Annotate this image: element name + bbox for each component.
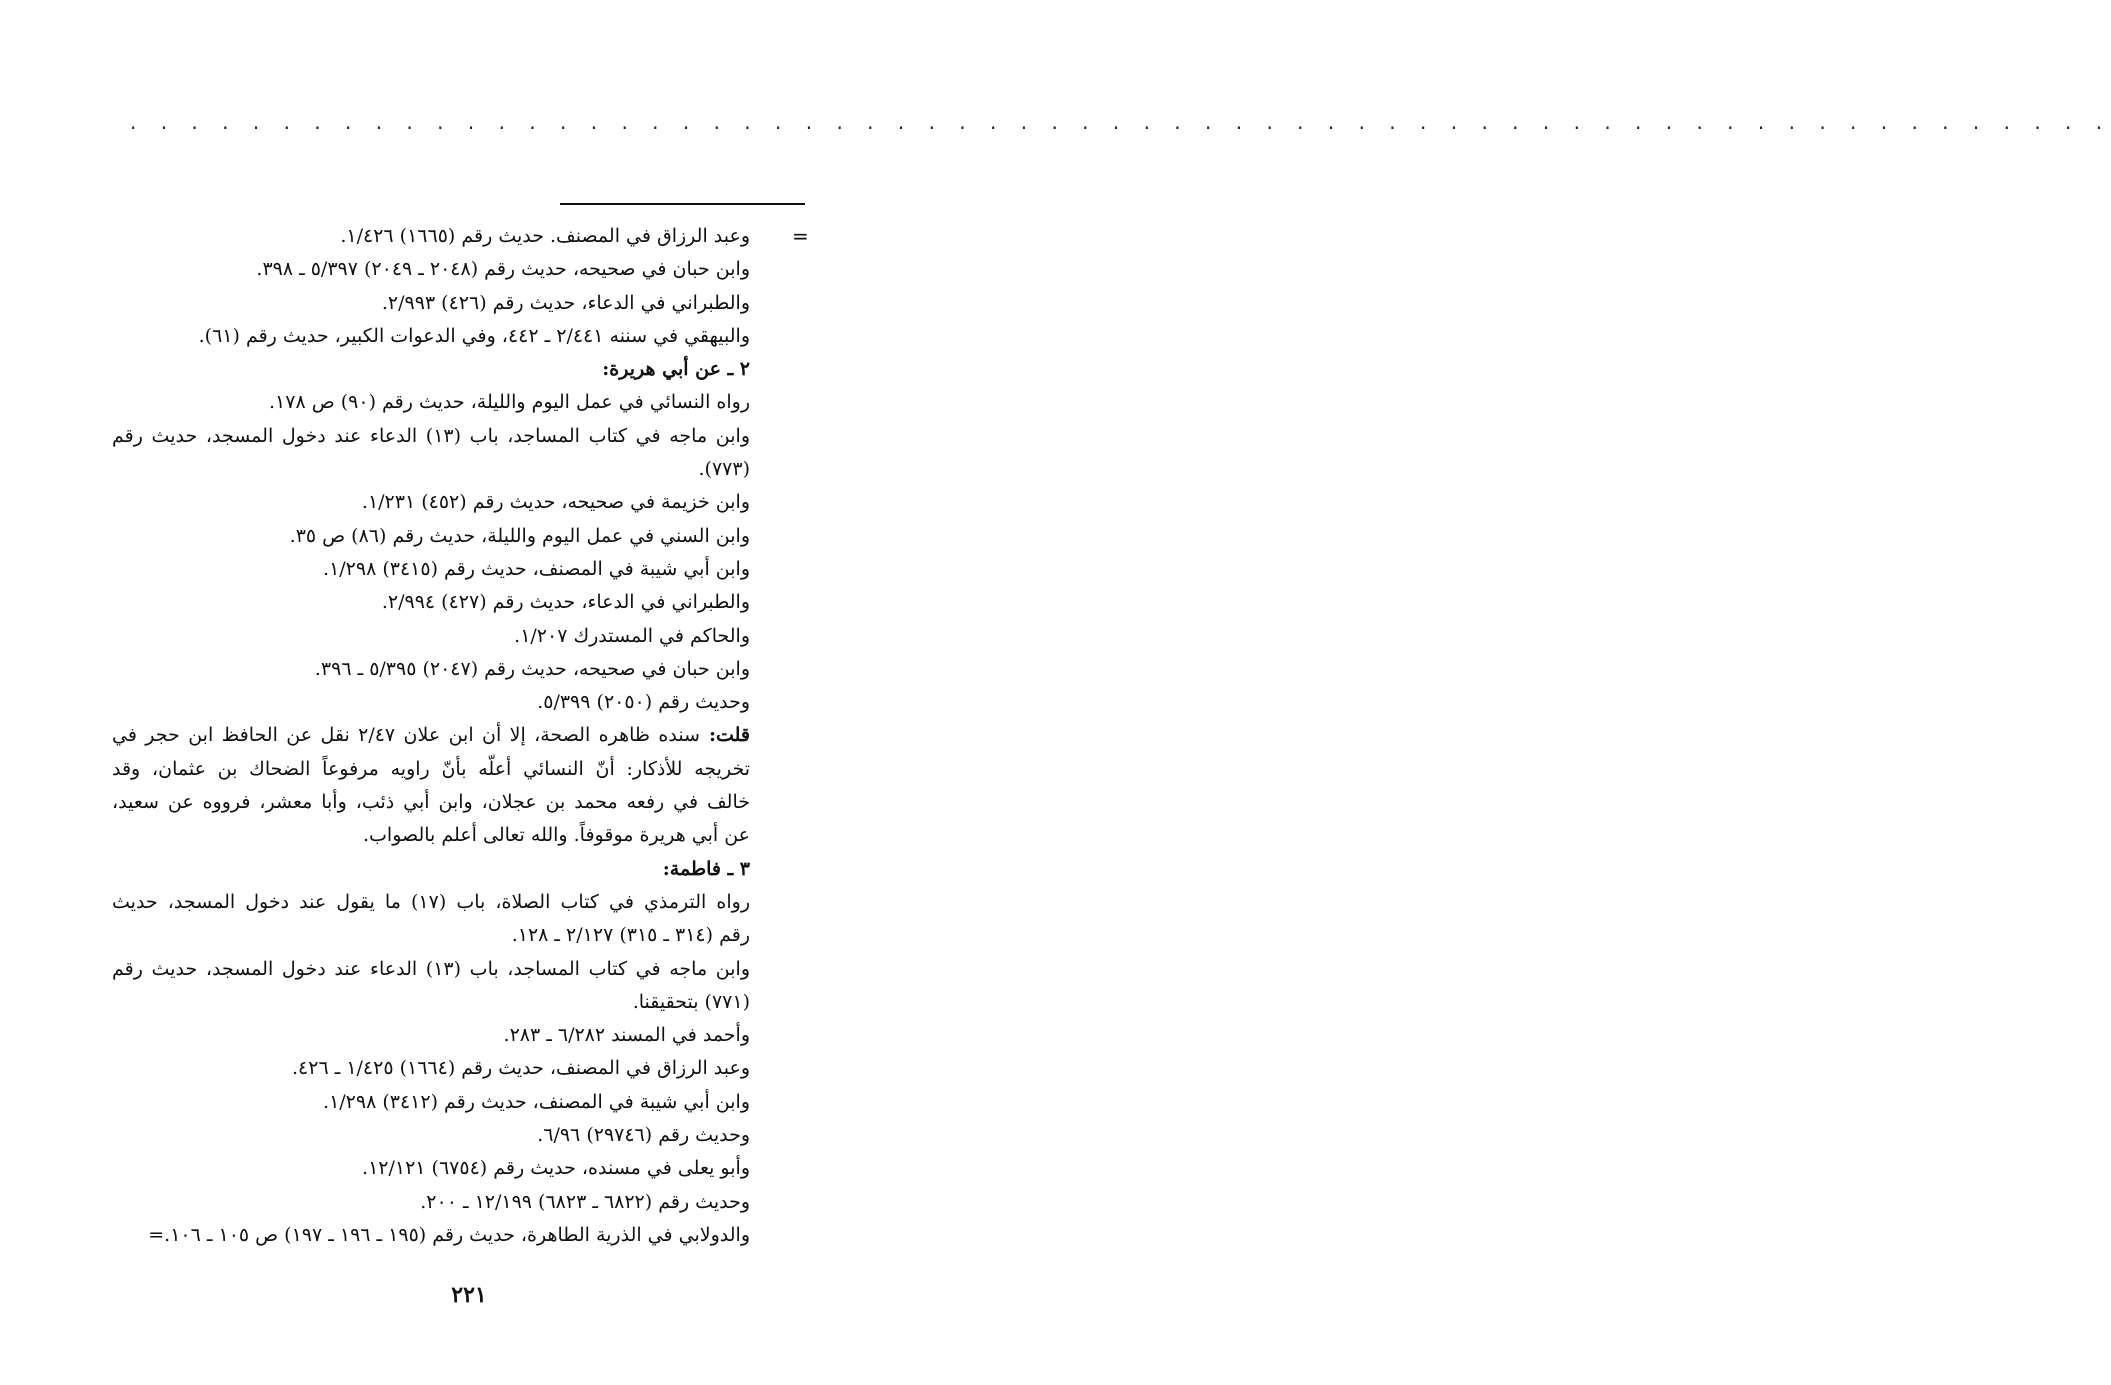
page-number: ٢٢١ <box>451 1282 487 1308</box>
footnote-line: وابن أبي شيبة في المصنف، حديث رقم (٣٤١٥) ١/٢٩٨. <box>323 557 750 580</box>
footnote-line: (٧٧١) بتحقيقنا. <box>632 990 750 1013</box>
footnote-line: وعبد الرزاق في المصنف. حديث رقم (١٦٦٥) ١/٤٢٦. <box>340 225 750 247</box>
footnote-line: والدولابي في الذرية الطاهرة، حديث رقم (١٩٥ ـ ١٩٦ ـ ١٩٧) ص ١٠٥ ـ ١٠٦.= <box>148 1223 750 1246</box>
commentary-text: سنده ظاهره الصحة، إلا أن ابن علان ٢/٤٧ نقل عن الحافظ ابن حجر في <box>112 724 700 747</box>
footnote-line: والطبراني في الدعاء، حديث رقم (٤٢٧) ٢/٩٩٤. <box>381 591 750 614</box>
footnote-line: والحاكم في المستدرك ١/٢٠٧. <box>514 624 750 647</box>
footnote-line: وحديث رقم (٢٠٥٠) ٥/٣٩٩. <box>537 691 750 714</box>
footnote-line: وحديث رقم (٦٨٢٢ ـ ٦٨٢٣) ١٢/١٩٩ ـ ٢٠٠. <box>420 1190 750 1213</box>
continuation-mark: = <box>792 224 809 248</box>
footnote-line: رواه الترمذي في كتاب الصلاة، باب (١٧) ما يقول عند دخول المسجد، حديث <box>112 890 750 913</box>
footnote-line: وابن ماجه في كتاب المساجد، باب (١٣) الدعاء عند دخول المسجد، حديث رقم <box>112 424 750 447</box>
separator-dots: · · · · · · · · · · · · · · · · · · · · · · · · · · · · · · · · · · · · · · · · · · · · · · · · · · · · · · · · · · · · · · · · · <box>130 116 2111 140</box>
footnote-line: وابن أبي شيبة في المصنف، حديث رقم (٣٤١٢) ١/٢٩٨. <box>323 1090 750 1113</box>
footnote-line: والبيهقي في سننه ٢/٤٤١ ـ ٤٤٢، وفي الدعوات الكبير، حديث رقم (٦١). <box>198 324 750 347</box>
footnote-line: وعبد الرزاق في المصنف، حديث رقم (١٦٦٤) ١/٤٢٥ ـ ٤٢٦. <box>291 1057 750 1080</box>
footnote-line: وابن حبان في صحيحه، حديث رقم (٢٠٤٨ ـ ٢٠٤٩) ٥/٣٩٧ ـ ٣٩٨. <box>256 258 750 281</box>
footnote-line: رواه النسائي في عمل اليوم والليلة، حديث رقم (٩٠) ص ١٧٨. <box>269 391 750 414</box>
footnote-line: وابن حبان في صحيحه، حديث رقم (٢٠٤٧) ٥/٣٩٥ ـ ٣٩٦. <box>314 657 750 680</box>
footnote-line: رقم (٣١٤ ـ ٣١٥) ٢/١٢٧ ـ ١٢٨. <box>511 924 750 947</box>
footnote-line: وأحمد في المسند ٦/٢٨٢ ـ ٢٨٣. <box>503 1024 750 1047</box>
section-heading: ٣ ـ فاطمة: <box>662 857 750 880</box>
footnote-line: وابن ماجه في كتاب المساجد، باب (١٣) الدعاء عند دخول المسجد، حديث رقم <box>112 957 750 980</box>
section-heading: ٢ ـ عن أبي هريرة: <box>602 358 750 381</box>
footnote-rule <box>560 203 805 205</box>
qult-label: قلت: <box>699 724 750 747</box>
footnote-line: وأبو يعلى في مسنده، حديث رقم (٦٧٥٤) ١٢/١٢١. <box>362 1157 750 1180</box>
commentary-line: عن أبي هريرة موقوفاً. والله تعالى أعلم بالصواب. <box>362 824 750 847</box>
footnote-line: وابن السني في عمل اليوم والليلة، حديث رقم (٨٦) ص ٣٥. <box>289 524 750 547</box>
footnotes-block <box>112 220 750 1252</box>
footnote-line: وحديث رقم (٢٩٧٤٦) ٦/٩٦. <box>537 1124 750 1147</box>
commentary-line <box>112 719 750 752</box>
footnote-line: والطبراني في الدعاء، حديث رقم (٤٢٦) ٢/٩٩٣. <box>381 291 750 314</box>
footnote-line: وابن خزيمة في صحيحه، حديث رقم (٤٥٢) ١/٢٣١. <box>361 491 750 514</box>
commentary-line: تخريجه للأذكار: أنّ النسائي أعلّه بأنّ راويه مرفوعاً الضحاك بن عثمان، وقد <box>112 757 750 780</box>
commentary-line: خالف في رفعه محمد بن عجلان، وابن أبي ذئب، وأبا معشر، فرووه عن سعيد، <box>112 791 750 814</box>
footnote-line: (٧٧٣). <box>698 458 750 481</box>
